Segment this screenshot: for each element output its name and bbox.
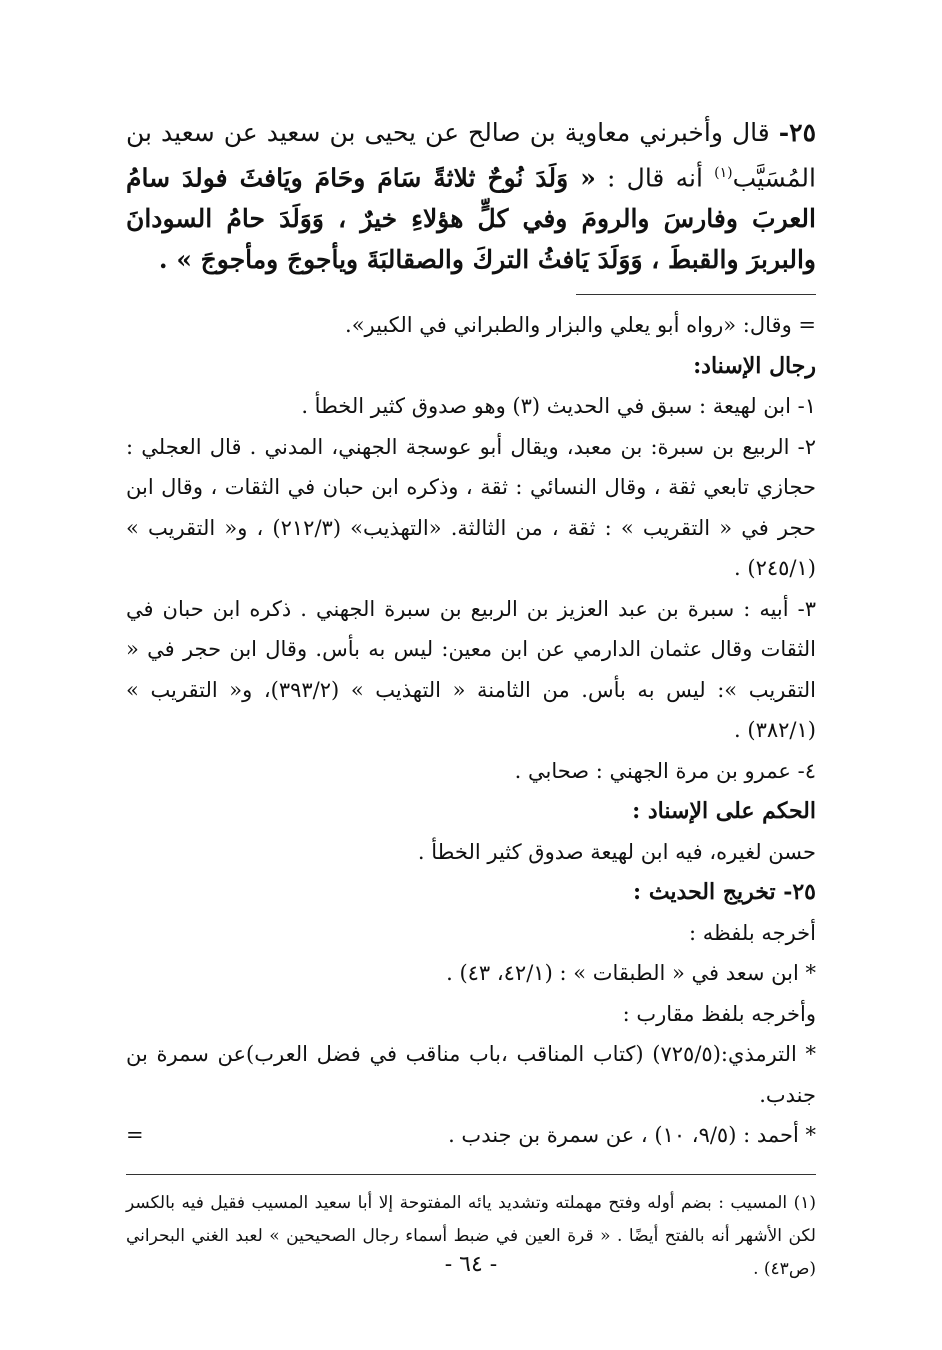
continuation-mark: = bbox=[126, 1123, 144, 1148]
hadith-intro: أنه قال : bbox=[607, 163, 715, 193]
footnote-text: (١) المسيب : بضم أوله وفتح مهملته وتشديد يائه المفتوحة إلا أبا سعيد المسيب فقيل فيه بالكسر لكن الأشهر أنه بالفتح أيضًا . « قرة العين في ضبط أسماء رجال الصحيحين » لعبد الغني البحراني (ص٤٣) . bbox=[126, 1192, 816, 1279]
hadith-number: ٢٥- bbox=[778, 118, 817, 147]
hukm-text: حسن لغيره، فيه ابن لهيعة صدوق كثير الخطأ . bbox=[417, 839, 816, 864]
hadith-matn: « وَلَدَ نُوحٌ ثلاثةً سَامَ وحَامَ ويَافثَ فولدَ سامُ العربَ وفارسَ والرومَ وفي كلٍّ هؤلاءِ خيرٌ ، وَوَلَدَ حامُ السودانَ والبربرَ والقبطَ ، وَوَلَدَ يَافثُ التركَ والصقالبَةَ ويأجوجَ ومأجوجَ » . bbox=[126, 163, 816, 275]
source-ahmad: * أحمد : (٩/٥، ١٠) ، عن سمرة بن جندب . bbox=[448, 1123, 816, 1148]
last-source-row bbox=[126, 1115, 816, 1156]
akhraja-label: أخرجه بلفظه : bbox=[689, 920, 816, 945]
rijal-heading: رجال الإسناد: bbox=[693, 352, 816, 379]
narrator-3: ٣- أبيه : سبرة بن عبد العزيز بن الربيع بن سبرة الجهني . ذكره ابن حبان في الثقات وقال عثمان الدارمي عن ابن معين: ليس به بأس. وقال ابن حجر في « التقريب »: ليس به بأس. من الثامنة « التهذيب » (٣٩٣/٢)، و« التقريب » (٣٨٢/١) . bbox=[126, 596, 816, 743]
page-content bbox=[126, 112, 816, 1286]
source-tirmidhi: * الترمذي:(٧٢٥/٥) (كتاب المناقب ،باب مناقب في فضل العرب)عن سمرة بن جندب. bbox=[126, 1042, 816, 1107]
narrator-1: ١- ابن لهيعة : سبق في الحديث (٣) وهو صدوق كثير الخطأ . bbox=[301, 394, 816, 419]
narrator-name: المُسَيَّب bbox=[732, 163, 816, 193]
hadith-chain-line: قال وأخبرني معاوية بن صالح عن يحيى بن سعيد عن سعيد بن bbox=[126, 118, 770, 147]
source-ibn-saad: * ابن سعد في « الطبقات » : (٤٢/١، ٤٣) . bbox=[446, 961, 816, 986]
takhrij-heading: ٢٥- تخريج الحديث : bbox=[633, 879, 816, 906]
hukm-heading: الحكم على الإسناد : bbox=[632, 798, 816, 825]
main-separator bbox=[576, 294, 816, 295]
footnote-marker[interactable]: (١) bbox=[714, 165, 733, 181]
akhraja-similar-label: وأخرجه بلفظ مقارب : bbox=[622, 1001, 816, 1026]
hadith-text bbox=[126, 112, 816, 280]
narrator-4: ٤- عمرو بن مرة الجهني : صحابي . bbox=[514, 758, 816, 783]
quote-continuation: = وقال: «رواه أبو يعلي والبزار والطبراني في الكبير». bbox=[345, 313, 816, 338]
narrator-2: ٢- الربيع بن سبرة: بن معبد، ويقال أبو عوسجة الجهني، المدني . قال العجلي : حجازي تابعي ثقة ، وقال النسائي : ثقة ، وذكره ابن حبان في الثقات ، وقال ابن حجر في « التقريب » : ثقة ، من الثالثة. «التهذيب» (٢١٢/٣) ، و« التقريب » (٢٤٥/١) . bbox=[126, 434, 816, 581]
commentary bbox=[126, 305, 816, 1156]
page-number: - ٦٤ - bbox=[444, 1252, 498, 1277]
footnote-separator bbox=[126, 1174, 816, 1175]
